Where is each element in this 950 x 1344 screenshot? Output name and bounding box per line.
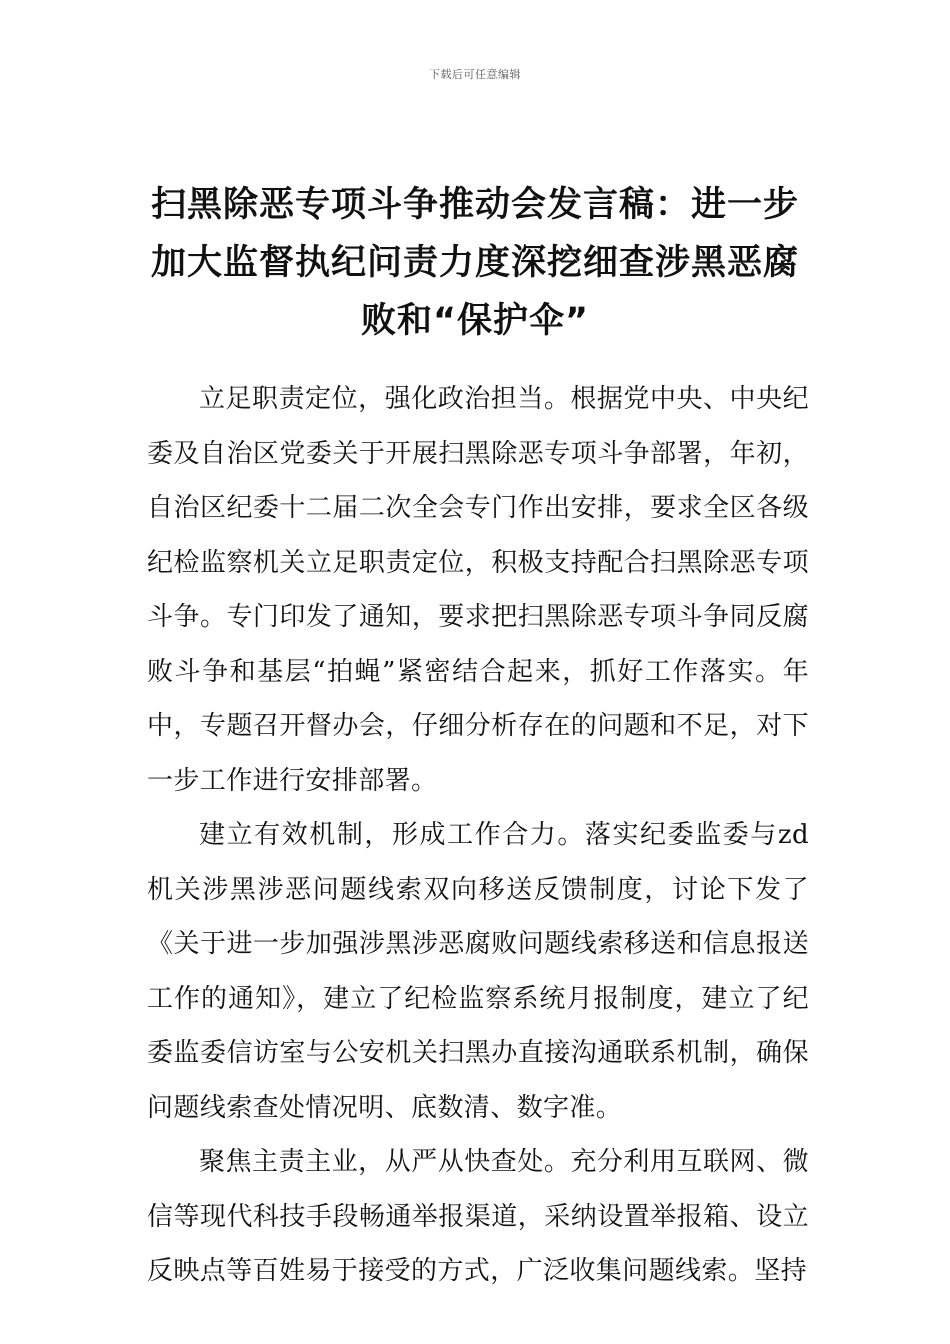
paragraph-2: 建立有效机制，形成工作合力。落实纪委监委与zd机关涉黑涉恶问题线索双向移送反馈制度，讨论下发了《关于进一步加强涉黑涉恶腐败问题线索移送和信息报送工作的通知》，建立了纪检监察系统月报制度，建立了纪委监委信访室与公安机关扫黑办直接沟通联系机制，确保问题线索查处情况明、底数清、数字准。 [147,820,809,1123]
paragraph-1: 立足职责定位，强化政治担当。根据党中央、中央纪委及自治区党委关于开展扫黑除恶专项斗争部署，年初，自治区纪委十二届二次全会专门作出安排，要求全区各级纪检监察机关立足职责定位，积极支持配合扫黑除恶专项斗争。专门印发了通知，要求把扫黑除恶专项斗争同反腐败斗争和基层“拍蝇”紧密结合起来，抓好工作落实。年中，专题召开督办会，仔细分析存在的问题和不足，对下一步工作进行安排部署。 [147,384,809,796]
document-body [147,372,809,1299]
document-title: 扫黑除恶专项斗争推动会发言稿：进一步加大监督执纪问责力度深挖细查涉黑恶腐败和“保护伞” [150,185,799,341]
header-note: 下载后可任意编辑 [429,68,521,81]
paragraph-3: 聚焦主责主业，从严从快查处。充分利用互联网、微信等现代科技手段畅通举报渠道，采纳设置举报箱、设立反映点等百姓易于接受的方式，广泛收集问题线索。坚持 [147,1147,809,1286]
